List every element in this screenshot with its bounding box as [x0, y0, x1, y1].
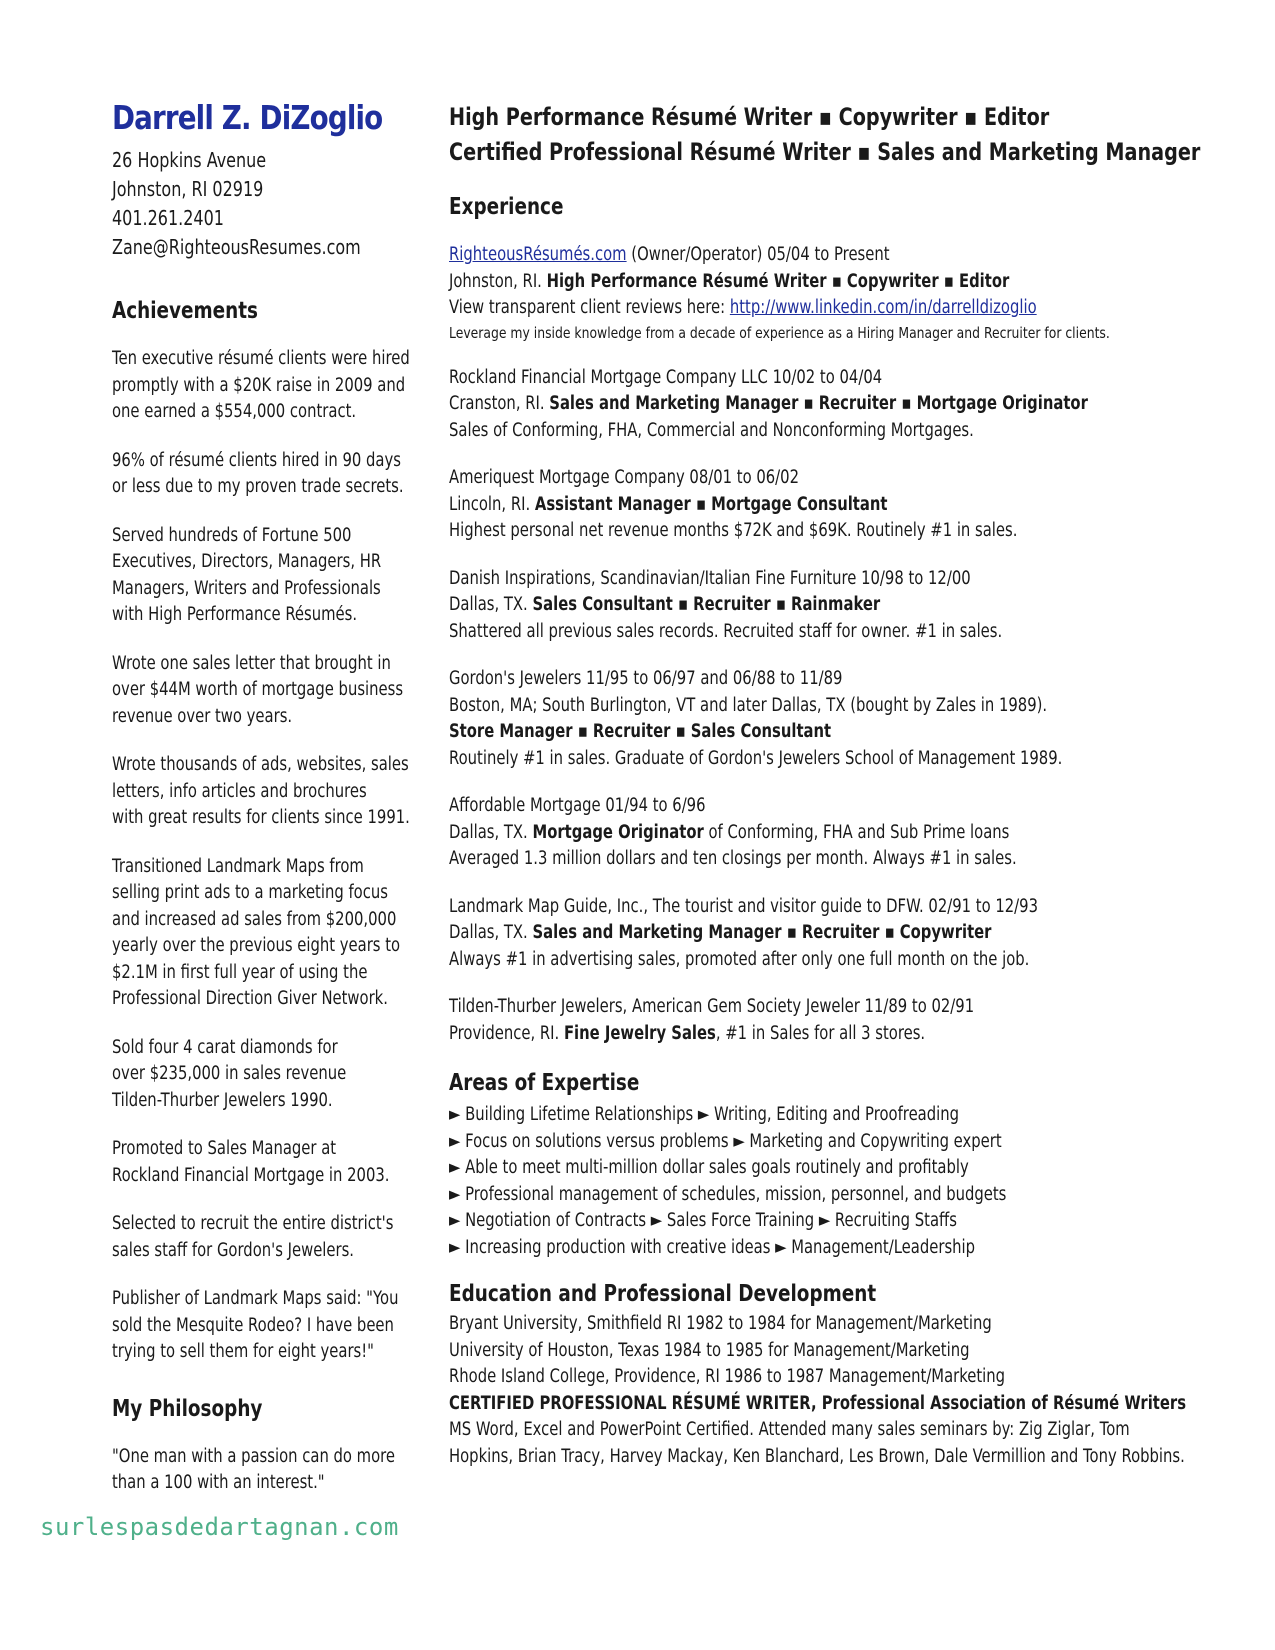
- achievement-item: Wrote thousands of ads, websites, sales letters, info articles and brochures with great results for clients since 1991.: [112, 754, 410, 828]
- headline-line-1: High Performance Résumé Writer ▪ Copywriter ▪ Editor: [449, 103, 1050, 131]
- achievements-heading: Achievements: [112, 298, 259, 324]
- experience-entry: Danish Inspirations, Scandinavian/Italian Fine Furniture 10/98 to 12/00 Dallas, TX. Sales Consultant ▪ Recruiter ▪ Rainmaker Shattered all previous sales records. Recruited staff for owner. #1 in sales.: [449, 567, 1003, 642]
- achievement-item: Publisher of Landmark Maps said: "You sold the Mesquite Rodeo? I have been trying to sell them for eight years!": [112, 1288, 399, 1362]
- experience-entry: RighteousRésumés.com (Owner/Operator) 05/04 to Present Johnston, RI. High Performance Résumé Writer ▪ Copywriter ▪ Editor View transparent client reviews here: http://www.linkedin.com/in/darrelldizoglio Leverage my inside knowledge from a decade of experience as a Hiring Manager and Recruiter for clients.: [449, 244, 1110, 342]
- achievement-item: Promoted to Sales Manager at Rockland Financial Mortgage in 2003.: [112, 1138, 390, 1186]
- list-item: ► Professional management of schedules, mission, personnel, and budgets: [449, 1183, 1007, 1205]
- achievement-item: Wrote one sales letter that brought in over $44M worth of mortgage business revenue over two years.: [112, 652, 404, 727]
- education-block: Bryant University, Smithfield RI 1982 to 1984 for Management/Marketing University of Houston, Texas 1984 to 1985 for Management/Marketing Rhode Island College, Providence, RI 1986 to 1987 Management/Marketing CERTIFIED PROFESSIONAL RÉSUMÉ WRITER, Professional Association of Résumé Writers MS Word, Excel and PowerPoint Certified. Attended many sales seminars by: Zig Ziglar, Tom Hopkins, Brian Tracy, Harvey Mackay, Ken Blanchard, Les Brown, Dale Vermillion and Tony Robbins.: [449, 1313, 1187, 1467]
- expertise-list: [449, 1102, 1041, 1261]
- education-heading: Education and Professional Development: [449, 1281, 877, 1307]
- achievement-item: Sold four 4 carat diamonds for over $235,000 in sales revenue Tilden-Thurber Jewelers 1990.: [112, 1036, 347, 1111]
- linkedin-link[interactable]: http://www.linkedin.com/in/darrelldizoglio: [729, 297, 1037, 318]
- experience-entry: Landmark Map Guide, Inc., The tourist and visitor guide to DFW. 02/91 to 12/93 Dallas, TX. Sales and Marketing Manager ▪ Recruiter ▪ Copywriter Always #1 in advertising sales, promoted after only one full month on the job.: [449, 895, 1038, 970]
- watermark-text: surlespasdedartagnan.com: [40, 1513, 399, 1541]
- list-item: ► Able to meet multi-million dollar sales goals routinely and profitably: [449, 1157, 969, 1178]
- address-line-1: 26 Hopkins Avenue: [112, 148, 267, 172]
- list-item: ► Focus on solutions versus problems ► Marketing and Copywriting expert: [449, 1130, 1002, 1152]
- experience-entry: Affordable Mortgage 01/94 to 6/96 Dallas, TX. Mortgage Originator of Conforming, FHA and Sub Prime loans Averaged 1.3 million dollars and ten closings per month. Always #1 in sales.: [449, 795, 1017, 869]
- experience-entry: Rockland Financial Mortgage Company LLC 10/02 to 04/04 Cranston, RI. Sales and Marketing Manager ▪ Recruiter ▪ Mortgage Originator Sales of Conforming, FHA, Commercial and Nonconforming Mortgages.: [449, 366, 1088, 441]
- left-column: [112, 98, 412, 1497]
- email[interactable]: Zane@RighteousResumes.com: [112, 235, 361, 259]
- achievement-item: Selected to recruit the entire district's sales staff for Gordon's Jewelers.: [112, 1213, 394, 1261]
- experience-entry: Tilden-Thurber Jewelers, American Gem Society Jeweler 11/89 to 02/91 Providence, RI. Fine Jewelry Sales, #1 in Sales for all 3 stores.: [449, 996, 975, 1044]
- experience-entry: Gordon's Jewelers 11/95 to 06/97 and 06/88 to 11/89 Boston, MA; South Burlington, VT and later Dallas, TX (bought by Zales in 1989). Store Manager ▪ Recruiter ▪ Sales Consultant Routinely #1 in sales. Graduate of Gordon's Jewelers School of Management 1989.: [449, 668, 1063, 769]
- right-column: [449, 100, 1201, 1470]
- achievement-item: Served hundreds of Fortune 500 Executives, Directors, Managers, HR Managers, Writers and Professionals with High Performance Résumés.: [112, 524, 382, 625]
- list-item: ► Negotiation of Contracts ► Sales Force Training ► Recruiting Staffs: [449, 1210, 957, 1231]
- candidate-name: Darrell Z. DiZoglio: [112, 98, 383, 137]
- address-line-2: Johnston, RI 02919: [112, 177, 264, 201]
- philosophy-heading: My Philosophy: [112, 1395, 263, 1422]
- achievement-item: 96% of résumé clients hired in 90 days or less due to my proven trade secrets.: [112, 449, 404, 497]
- company-link[interactable]: RighteousRésumés.com: [449, 244, 627, 265]
- achievement-item: Transitioned Landmark Maps from selling print ads to a marketing focus and increased ad sales from $200,000 yearly over the previous eight years to $2.1M in first full year of using the Professional Direction Giver Network.: [112, 855, 401, 1009]
- contact-block: [112, 146, 412, 262]
- achievement-item: Ten executive résumé clients were hired promptly with a $20K raise in 2009 and one earned a $554,000 contract.: [112, 348, 410, 422]
- headline-line-2: Certified Professional Résumé Writer ▪ Sales and Marketing Manager: [449, 138, 1201, 166]
- philosophy-quote: "One man with a passion can do more than a 100 with an interest.": [112, 1445, 396, 1493]
- achievements-list: [112, 346, 412, 1366]
- list-item: ► Increasing production with creative ideas ► Management/Leadership: [449, 1236, 976, 1258]
- list-item: ► Building Lifetime Relationships ► Writing, Editing and Proofreading: [449, 1104, 960, 1125]
- expertise-heading: Areas of Expertise: [449, 1070, 640, 1096]
- experience-entry: Ameriquest Mortgage Company 08/01 to 06/02 Lincoln, RI. Assistant Manager ▪ Mortgage Consultant Highest personal net revenue months $72K and $69K. Routinely #1 in sales.: [449, 467, 1018, 541]
- experience-heading: Experience: [449, 194, 564, 220]
- phone: 401.261.2401: [112, 206, 224, 230]
